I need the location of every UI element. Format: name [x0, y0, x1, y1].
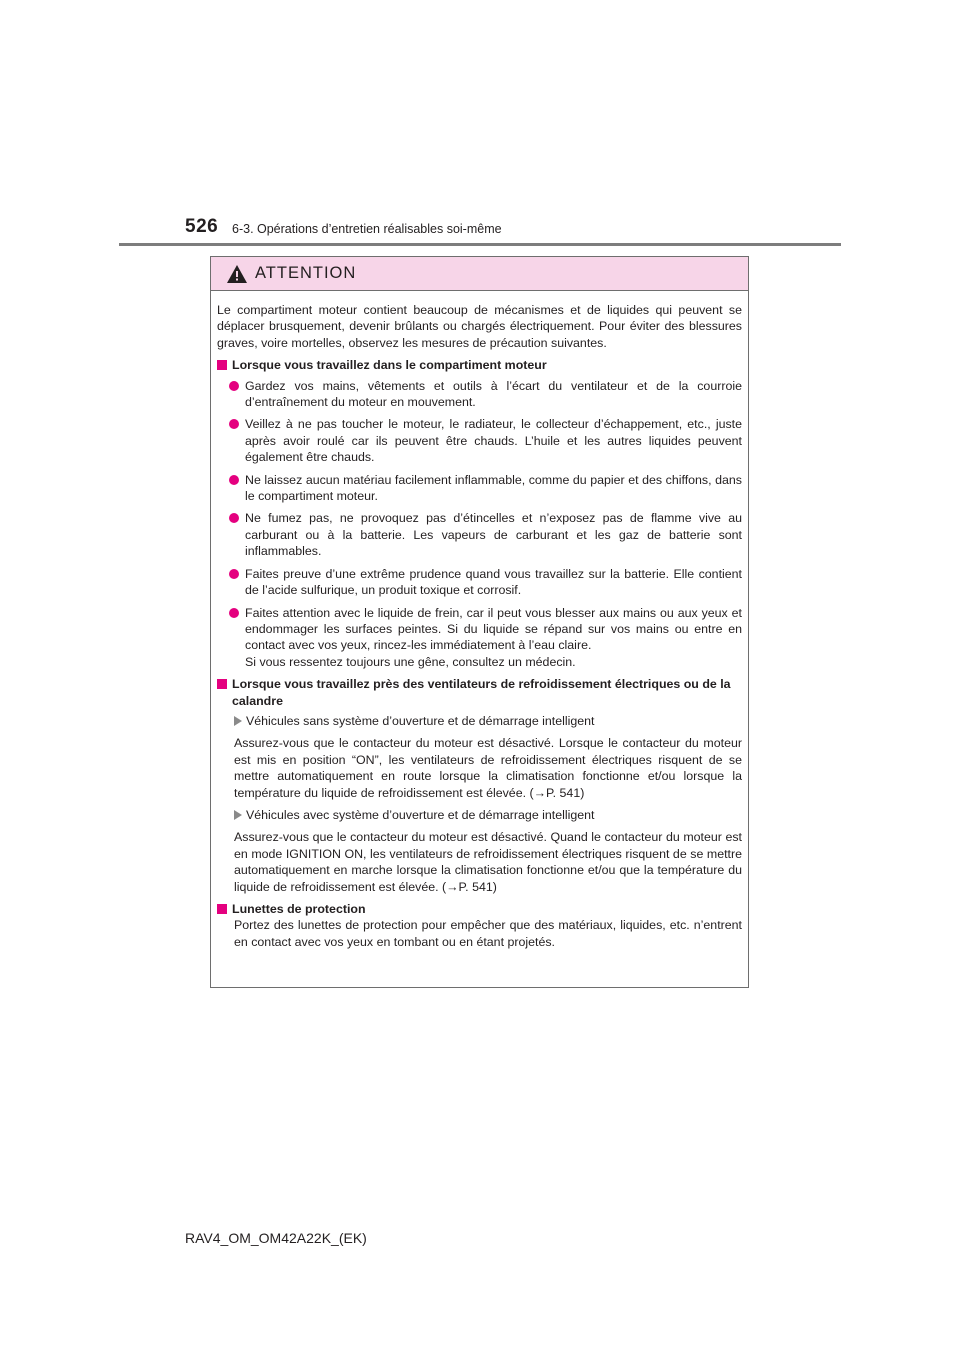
header-rule	[119, 243, 841, 246]
list-item-text: Gardez vos mains, vêtements et outils à l’écart du ventilateur et de la courroie d’entraînement du moteur en mouvement.	[245, 378, 742, 410]
dot-bullet-icon	[229, 475, 239, 485]
sub-heading-text: Véhicules avec système d’ouverture et de démarrage intelligent	[246, 807, 595, 822]
attention-body	[211, 291, 748, 950]
triangle-bullet-icon	[234, 716, 242, 726]
list-item-text: Ne fumez pas, ne provoquez pas d’étincelles et n’exposez pas de flamme vive au carburant ou à la batterie. Les vapeurs de carburant et les gaz de batterie sont inflammables.	[245, 511, 742, 559]
section-title: 6-3. Opérations d’entretien réalisables soi-même	[232, 222, 502, 236]
list-item	[229, 566, 742, 599]
section-paragraph: Portez des lunettes de protection pour empêcher que des matériaux, liquides, etc. n’entrent en contact avec vos yeux en tombant ou en étant projetés.	[234, 918, 742, 949]
section-heading-text: Lorsque vous travaillez près des ventilateurs de refroidissement électriques ou de la calandre	[232, 677, 731, 708]
list-item-text: Veillez à ne pas toucher le moteur, le radiateur, le collecteur d’échappement, etc., juste après avoir roulé car ils peuvent être chauds. L’huile et les autres liquides peuvent également être chauds.	[245, 417, 742, 465]
list-item-text: Ne laissez aucun matériau facilement inflammable, comme du papier et des chiffons, dans le compartiment moteur.	[245, 472, 742, 504]
list-item-text-line: Faites attention avec le liquide de frein, car il peut vous blesser aux mains ou aux yeux et endommager les surfaces peintes. Si du liquide se répand sur vos mains ou entre en contact avec vos yeux, rincez-les immédiatement à l’eau claire.	[245, 605, 742, 653]
square-bullet-icon	[217, 679, 227, 689]
list-item-text	[245, 605, 742, 671]
attention-header	[211, 257, 748, 291]
attention-title: ATTENTION	[255, 264, 357, 282]
section-heading-cooling-fans	[217, 676, 742, 709]
dot-bullet-icon	[229, 513, 239, 523]
list-item	[229, 472, 742, 505]
list-item	[229, 510, 742, 559]
sub-paragraph: Assurez-vous que le contacteur du moteur est désactivé. Quand le contacteur du moteur est en mode IGNITION ON, les ventilateurs de refroidissement électriques risquent de se mettre automatiquement en marche lorsque la climatisation fonctionne et/ou que la température du liquide de refroidissement est élevée. (→P. 541)	[234, 830, 742, 894]
dot-bullet-icon	[229, 381, 239, 391]
section-heading-text: Lorsque vous travaillez dans le compartiment moteur	[232, 358, 547, 373]
dot-bullet-icon	[229, 569, 239, 579]
sub-heading-with-smart-key	[234, 807, 742, 823]
intro-paragraph: Le compartiment moteur contient beaucoup de mécanismes et de liquides qui peuvent se déplacer brusquement, devenir brûlants ou chargés électriquement. Pour éviter des blessures graves, voire mortelles, observez les mesures de précaution suivantes.	[217, 303, 742, 350]
sub-heading-without-smart-key	[234, 713, 742, 729]
dot-bullet-icon	[229, 419, 239, 429]
list-item-text: Faites preuve d’une extrême prudence quand vous travaillez sur la batterie. Elle contient de l’acide sulfurique, un produit toxique et corrosif.	[245, 566, 742, 598]
list-item	[229, 605, 742, 671]
footer-model-code: RAV4_OM_OM42A22K_(EK)	[185, 1230, 367, 1246]
square-bullet-icon	[217, 904, 227, 914]
warning-triangle-icon	[227, 265, 247, 283]
section-heading-text: Lunettes de protection	[232, 902, 366, 916]
list-item-text-line: Si vous ressentez toujours une gêne, consultez un médecin.	[245, 654, 576, 669]
list-item	[229, 378, 742, 411]
triangle-bullet-icon	[234, 810, 242, 820]
square-bullet-icon	[217, 360, 227, 370]
section-heading-engine-compartment	[217, 357, 742, 373]
sub-heading-text: Véhicules sans système d’ouverture et de démarrage intelligent	[246, 713, 595, 728]
attention-box	[210, 256, 749, 988]
list-item	[229, 416, 742, 465]
page-number: 526	[185, 216, 219, 237]
section-heading-safety-glasses	[217, 901, 742, 917]
dot-bullet-icon	[229, 608, 239, 618]
sub-paragraph: Assurez-vous que le contacteur du moteur est désactivé. Lorsque le contacteur du moteur est mis en position “ON”, les ventilateurs de refroidissement électriques risquent de se mettre automatiquement en route lorsque la climatisation fonctionne et/ou lorsque la température du liquide de refroidissement est élevée. (→P. 541)	[234, 736, 742, 800]
